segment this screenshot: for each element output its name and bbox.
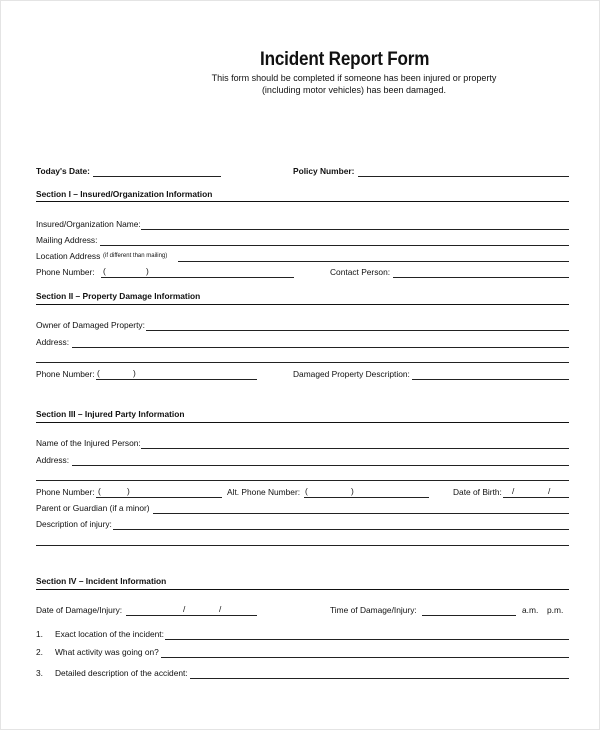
section-2-heading: Section II – Property Damage Information: [36, 291, 201, 301]
form-subtitle-line-1: This form should be completed if someone has been injured or property: [211, 73, 497, 83]
dob-separator-2: /: [548, 486, 551, 496]
incident-location-label: Exact location of the incident:: [55, 629, 164, 639]
mailing-address-field[interactable]: [100, 245, 569, 246]
policy-number-label: Policy Number:: [293, 166, 355, 176]
insured-name-field[interactable]: [141, 229, 569, 230]
section-1-divider: [36, 201, 569, 202]
incident-location-field[interactable]: [165, 639, 569, 640]
s1-phone-field[interactable]: [101, 277, 294, 278]
injury-description-field-1[interactable]: [113, 529, 569, 530]
dob-field[interactable]: [503, 497, 569, 498]
section-4-divider: [36, 589, 569, 590]
activity-field[interactable]: [161, 657, 569, 658]
damage-date-label: Date of Damage/Injury:: [36, 605, 123, 615]
s2-address-field-1[interactable]: [72, 347, 569, 348]
injury-description-field-2[interactable]: [36, 545, 569, 546]
dob-separator-1: /: [512, 486, 515, 496]
mailing-address-label: Mailing Address:: [36, 235, 98, 245]
section-3-heading: Section III – Injured Party Information: [36, 409, 185, 419]
injured-name-label: Name of the Injured Person:: [36, 438, 141, 448]
s3-phone-label: Phone Number:: [36, 487, 95, 497]
s2-phone-field[interactable]: [96, 379, 257, 380]
guardian-label: Parent or Guardian (if a minor): [36, 503, 150, 513]
location-address-field[interactable]: [178, 261, 569, 262]
contact-person-field[interactable]: [393, 277, 569, 278]
s3-phone-field[interactable]: [96, 497, 222, 498]
s2-phone-close-paren: ): [133, 368, 136, 378]
s3-phone-open-paren: (: [98, 486, 101, 496]
location-address-note: (if different than mailing): [103, 253, 168, 259]
damage-date-separator-1: /: [183, 604, 186, 614]
alt-phone-close-paren: ): [351, 486, 354, 496]
s2-address-field-2[interactable]: [36, 362, 569, 363]
damage-time-field[interactable]: [422, 615, 516, 616]
activity-label: What activity was going on?: [55, 647, 159, 657]
injury-description-label: Description of injury:: [36, 519, 112, 529]
q2-number: 2.: [36, 647, 43, 657]
s2-phone-open-paren: (: [97, 368, 100, 378]
am-option[interactable]: a.m.: [522, 605, 539, 615]
q3-number: 3.: [36, 668, 43, 678]
s3-phone-close-paren: ): [127, 486, 130, 496]
s1-phone-close-paren: ): [146, 266, 149, 276]
q1-number: 1.: [36, 629, 43, 639]
section-1-heading: Section I – Insured/Organization Information: [36, 189, 213, 199]
insured-name-label: Insured/Organization Name:: [36, 219, 141, 229]
owner-field[interactable]: [146, 330, 569, 331]
s1-phone-label: Phone Number:: [36, 267, 95, 277]
accident-description-label: Detailed description of the accident:: [55, 668, 188, 678]
alt-phone-label: Alt. Phone Number:: [227, 487, 301, 497]
guardian-field[interactable]: [153, 513, 569, 514]
contact-person-label: Contact Person:: [330, 267, 391, 277]
location-address-label: Location Address: [36, 251, 101, 261]
section-3-divider: [36, 422, 569, 423]
s3-address-field-1[interactable]: [72, 465, 569, 466]
injured-name-field[interactable]: [141, 448, 569, 449]
damage-date-separator-2: /: [219, 604, 222, 614]
dob-label: Date of Birth:: [453, 487, 502, 497]
s1-phone-open-paren: (: [103, 266, 106, 276]
damage-date-field[interactable]: [126, 615, 257, 616]
damage-description-label: Damaged Property Description:: [293, 369, 410, 379]
section-4-heading: Section IV – Incident Information: [36, 576, 167, 586]
s2-address-label: Address:: [36, 337, 70, 347]
s3-address-field-2[interactable]: [36, 480, 569, 481]
s3-address-label: Address:: [36, 455, 70, 465]
form-subtitle-line-2: (including motor vehicles) has been damaged.: [261, 85, 447, 95]
damage-time-label: Time of Damage/Injury:: [330, 605, 417, 615]
pm-option[interactable]: p.m.: [547, 605, 564, 615]
section-2-divider: [36, 304, 569, 305]
todays-date-label: Today's Date:: [36, 166, 90, 176]
accident-description-field[interactable]: [190, 678, 569, 679]
form-title: Incident Report Form: [260, 49, 430, 70]
todays-date-field[interactable]: [93, 176, 221, 177]
s2-phone-label: Phone Number:: [36, 369, 95, 379]
alt-phone-field[interactable]: [304, 497, 429, 498]
owner-label: Owner of Damaged Property:: [36, 320, 145, 330]
damage-description-field[interactable]: [412, 379, 569, 380]
alt-phone-open-paren: (: [305, 486, 308, 496]
policy-number-field[interactable]: [358, 176, 569, 177]
